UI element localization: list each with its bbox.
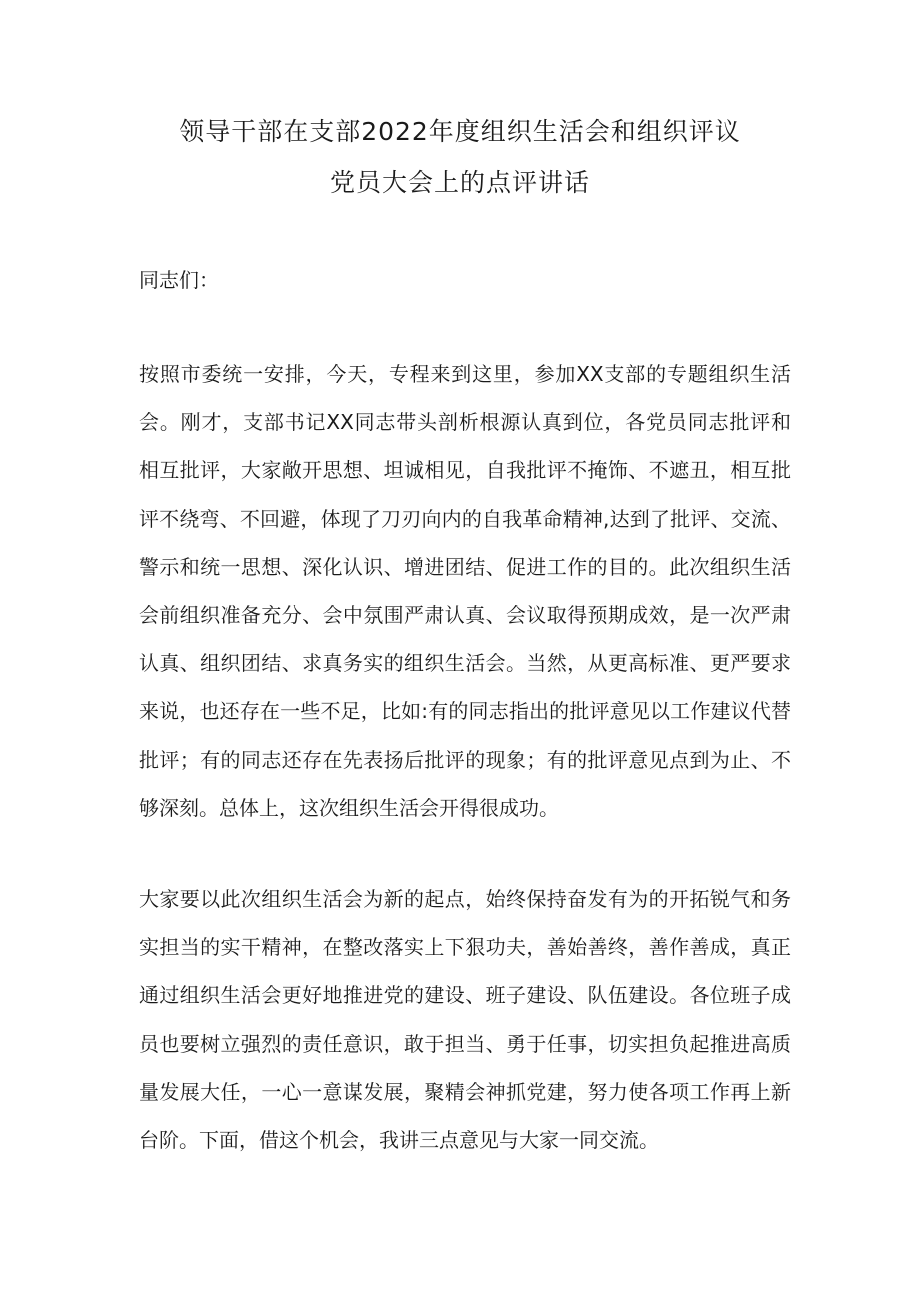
paragraph-2-line: 员也要树立强烈的责任意识，敢于担当、勇于任事，切实担负起推进高质 [139, 1031, 791, 1056]
paragraph-1-line: 会前组织准备充分、会中氛围严肃认真、会议取得预期成效，是一次严肃 [139, 602, 791, 627]
paragraph-2 [139, 885, 791, 1174]
salutation: 同志们： [139, 268, 219, 292]
paragraph-1-line: 批评；有的同志还存在先表扬后批评的现象；有的批评意见点到为止、不 [139, 747, 791, 772]
paragraph-1-line: 相互批评，大家敞开思想、坦诚相见，自我批评不掩饰、不遮丑，相互批 [139, 458, 791, 483]
paragraph-1-line: 够深刻。总体上，这次组织生活会开得很成功。 [139, 795, 559, 820]
paragraph-2-line: 大家要以此次组织生活会为新的起点，始终保持奋发有为的开拓锐气和务 [139, 887, 791, 911]
paragraph-2-line: 实担当的实干精神，在整改落实上下狠功夫，善始善终，善作善成，真正 [139, 935, 791, 960]
paragraph-1-line: 认真、组织团结、求真务实的组织生活会。当然，从更高标准、更严要求 [139, 651, 791, 676]
paragraph-1-line: 会。刚才，支部书记XX同志带头剖析根源认真到位，各党员同志批评和 [139, 410, 791, 435]
paragraph-1-line: 评不绕弯、不回避，体现了刀刃向内的自我革命精神,达到了批评、交流、 [139, 506, 791, 531]
paragraph-1 [139, 360, 791, 842]
paragraph-1-line: 来说，也还存在一些不足，比如:有的同志指出的批评意见以工作建议代替 [139, 699, 791, 724]
document-title-line-2: 党员大会上的点评讲话 [329, 168, 590, 197]
paragraph-2-line: 台阶。下面，借这个机会，我讲三点意见与大家一同交流。 [139, 1127, 659, 1152]
document-title-line-1: 领导干部在支部2022年度组织生活会和组织评议 [179, 117, 741, 146]
paragraph-1-line: 按照市委统一安排，今天，专程来到这里，参加XX支部的专题组织生活 [139, 362, 791, 386]
paragraph-2-line: 通过组织生活会更好地推进党的建设、班子建设、队伍建设。各位班子成 [139, 983, 791, 1008]
paragraph-2-line: 量发展大任，一心一意谋发展，聚精会神抓党建，努力使各项工作再上新 [139, 1079, 791, 1104]
paragraph-1-line: 警示和统一思想、深化认识、增进团结、促进工作的目的。此次组织生活 [139, 554, 791, 579]
